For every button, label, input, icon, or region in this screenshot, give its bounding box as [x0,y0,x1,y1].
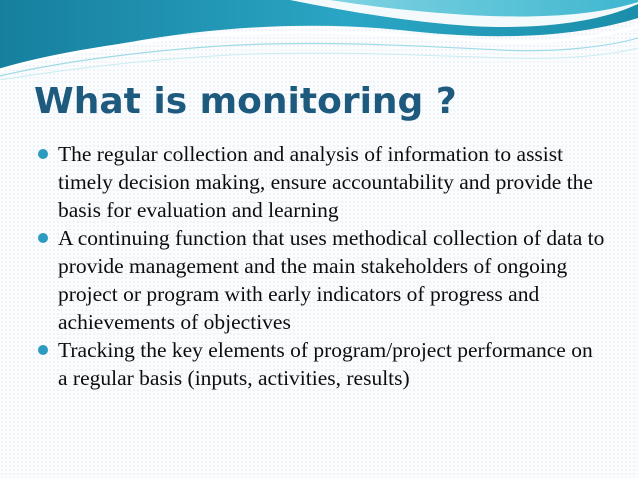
slide-title: What is monitoring ? [34,81,457,122]
header-wave-decoration [0,0,638,80]
bullet-icon [38,233,48,243]
bullet-icon [38,345,48,355]
bullet-item [36,140,606,224]
bullet-list [36,140,606,392]
bullet-text: The regular collection and analysis of information to assist timely decision making, ensure accountability and provide the basis for evaluation and learning [58,142,593,222]
bullet-icon [38,149,48,159]
bullet-text: Tracking the key elements of program/project performance on a regular basis (inputs, activities, results) [58,338,593,390]
bullet-item [36,224,606,336]
bullet-item [36,336,606,392]
bullet-text: A continuing function that uses methodical collection of data to provide management and the main stakeholders of ongoing project or program with early indicators of progress and achievements of objectives [58,226,605,334]
